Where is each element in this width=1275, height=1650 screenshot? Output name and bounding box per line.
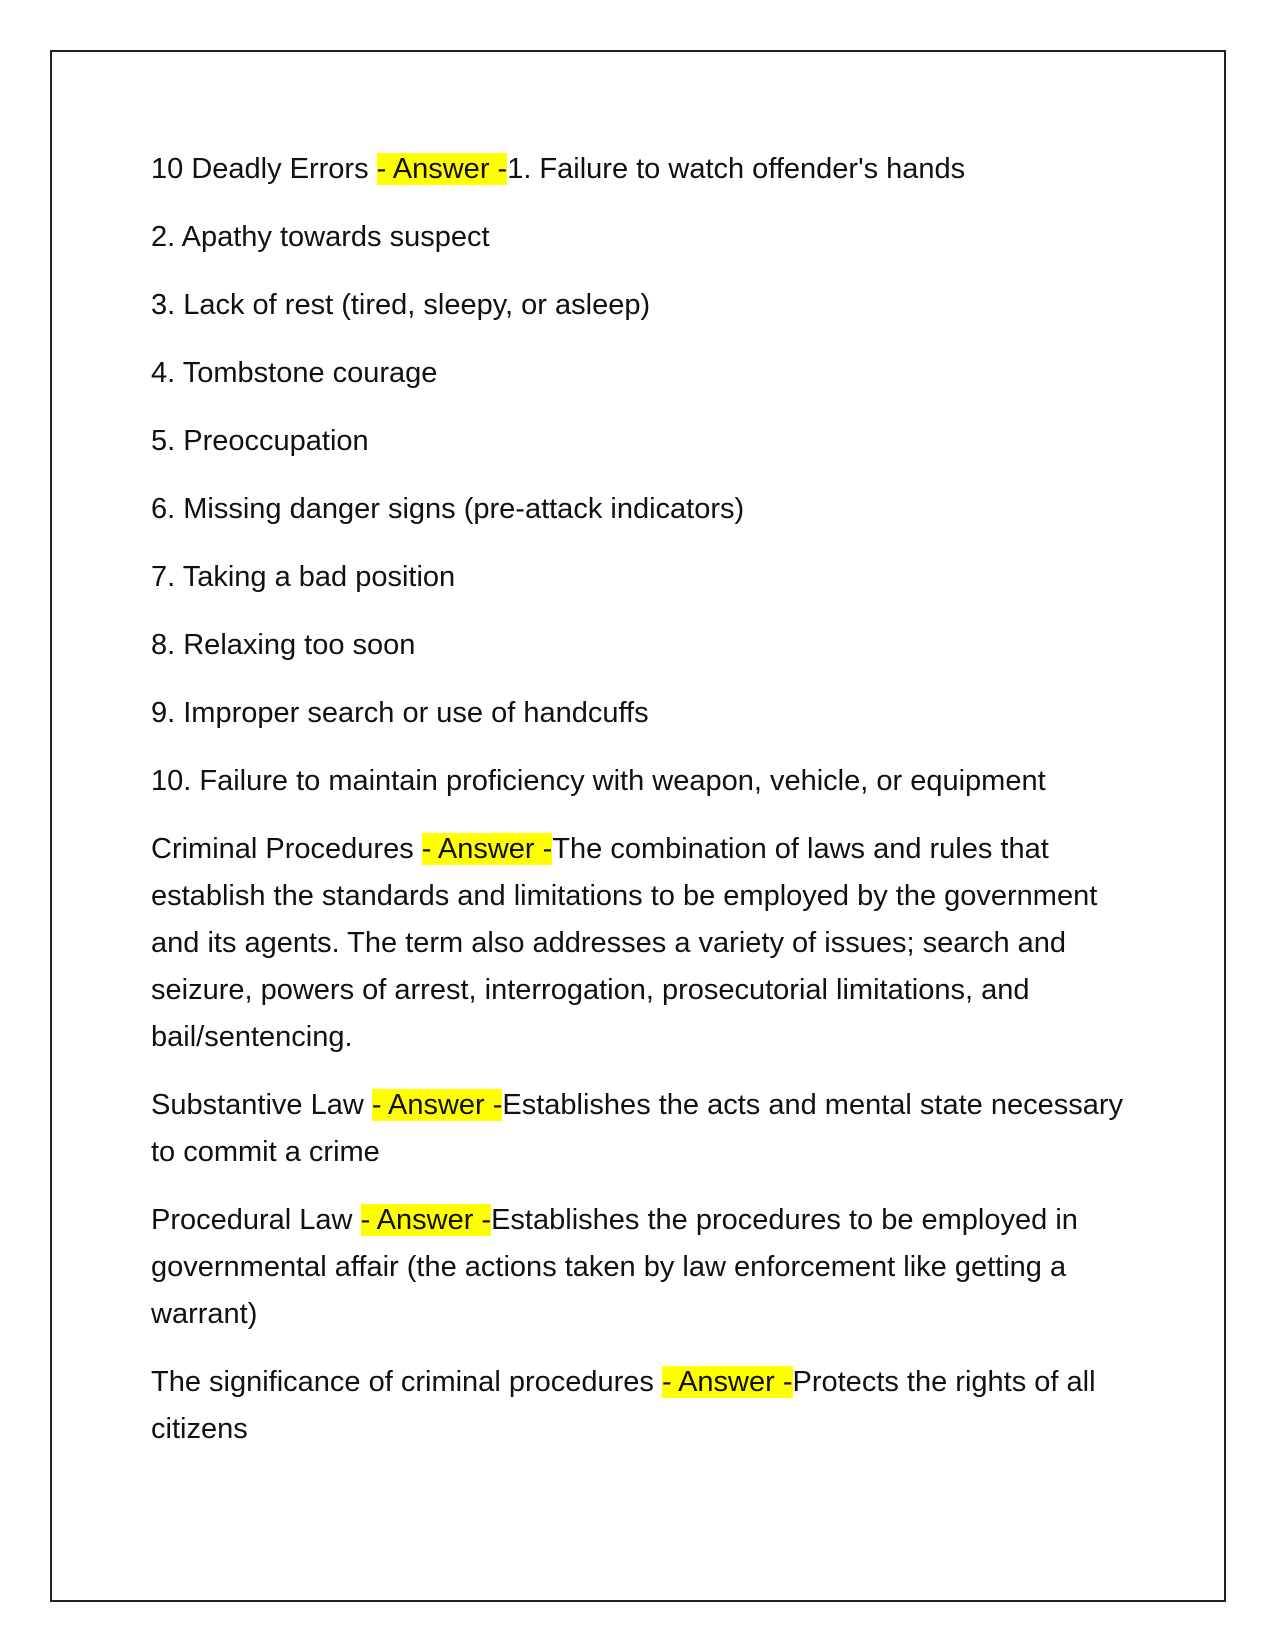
answer-highlight: - Answer - — [376, 153, 508, 185]
entry-substantive-law — [151, 1082, 1141, 1176]
list-item: 5. Preoccupation — [151, 425, 369, 457]
answer-highlight: - Answer - — [661, 1366, 793, 1398]
entry-definition: Establishes the procedures to be employed in governmental affair (the actions taken by law enforcement like getting a warrant) — [151, 1204, 1078, 1330]
entry-procedural-law — [151, 1197, 1141, 1338]
entry-definition: 1. Failure to watch offender's hands — [507, 153, 966, 185]
answer-highlight: - Answer - — [371, 1089, 503, 1121]
document-body — [151, 146, 1141, 1474]
entry-definition: Protects the rights of all citizens — [151, 1366, 1096, 1445]
answer-highlight: - Answer - — [360, 1204, 492, 1236]
entry-term: The significance of criminal procedures — [151, 1366, 662, 1398]
list-item: 8. Relaxing too soon — [151, 629, 416, 661]
entry-significance — [151, 1359, 1141, 1453]
list-item: 4. Tombstone courage — [151, 357, 438, 389]
entry-definition: Establishes the acts and mental state necessary to commit a crime — [151, 1089, 1124, 1168]
entry-deadly-errors — [151, 146, 1141, 193]
list-item: 2. Apathy towards suspect — [151, 221, 490, 253]
list-item: 9. Improper search or use of handcuffs — [151, 697, 649, 729]
entry-term: Substantive Law — [151, 1089, 372, 1121]
list-item: 3. Lack of rest (tired, sleepy, or asleep) — [151, 289, 651, 321]
list-item: 6. Missing danger signs (pre-attack indicators) — [151, 493, 745, 525]
list-item: 10. Failure to maintain proficiency with weapon, vehicle, or equipment — [151, 765, 1046, 797]
entry-criminal-procedures — [151, 826, 1141, 1061]
entry-term: 10 Deadly Errors — [151, 153, 377, 185]
entry-term: Procedural Law — [151, 1204, 361, 1236]
answer-highlight: - Answer - — [421, 833, 553, 865]
entry-definition: The combination of laws and rules that establish the standards and limitations to be employed by the government and its agents. The term also addresses a variety of issues; search and seizure, powers of arrest, interrogation, prosecutorial limitations, and bail/sentencing. — [151, 833, 1098, 1053]
entry-term: Criminal Procedures — [151, 833, 422, 865]
list-item: 7. Taking a bad position — [151, 561, 456, 593]
